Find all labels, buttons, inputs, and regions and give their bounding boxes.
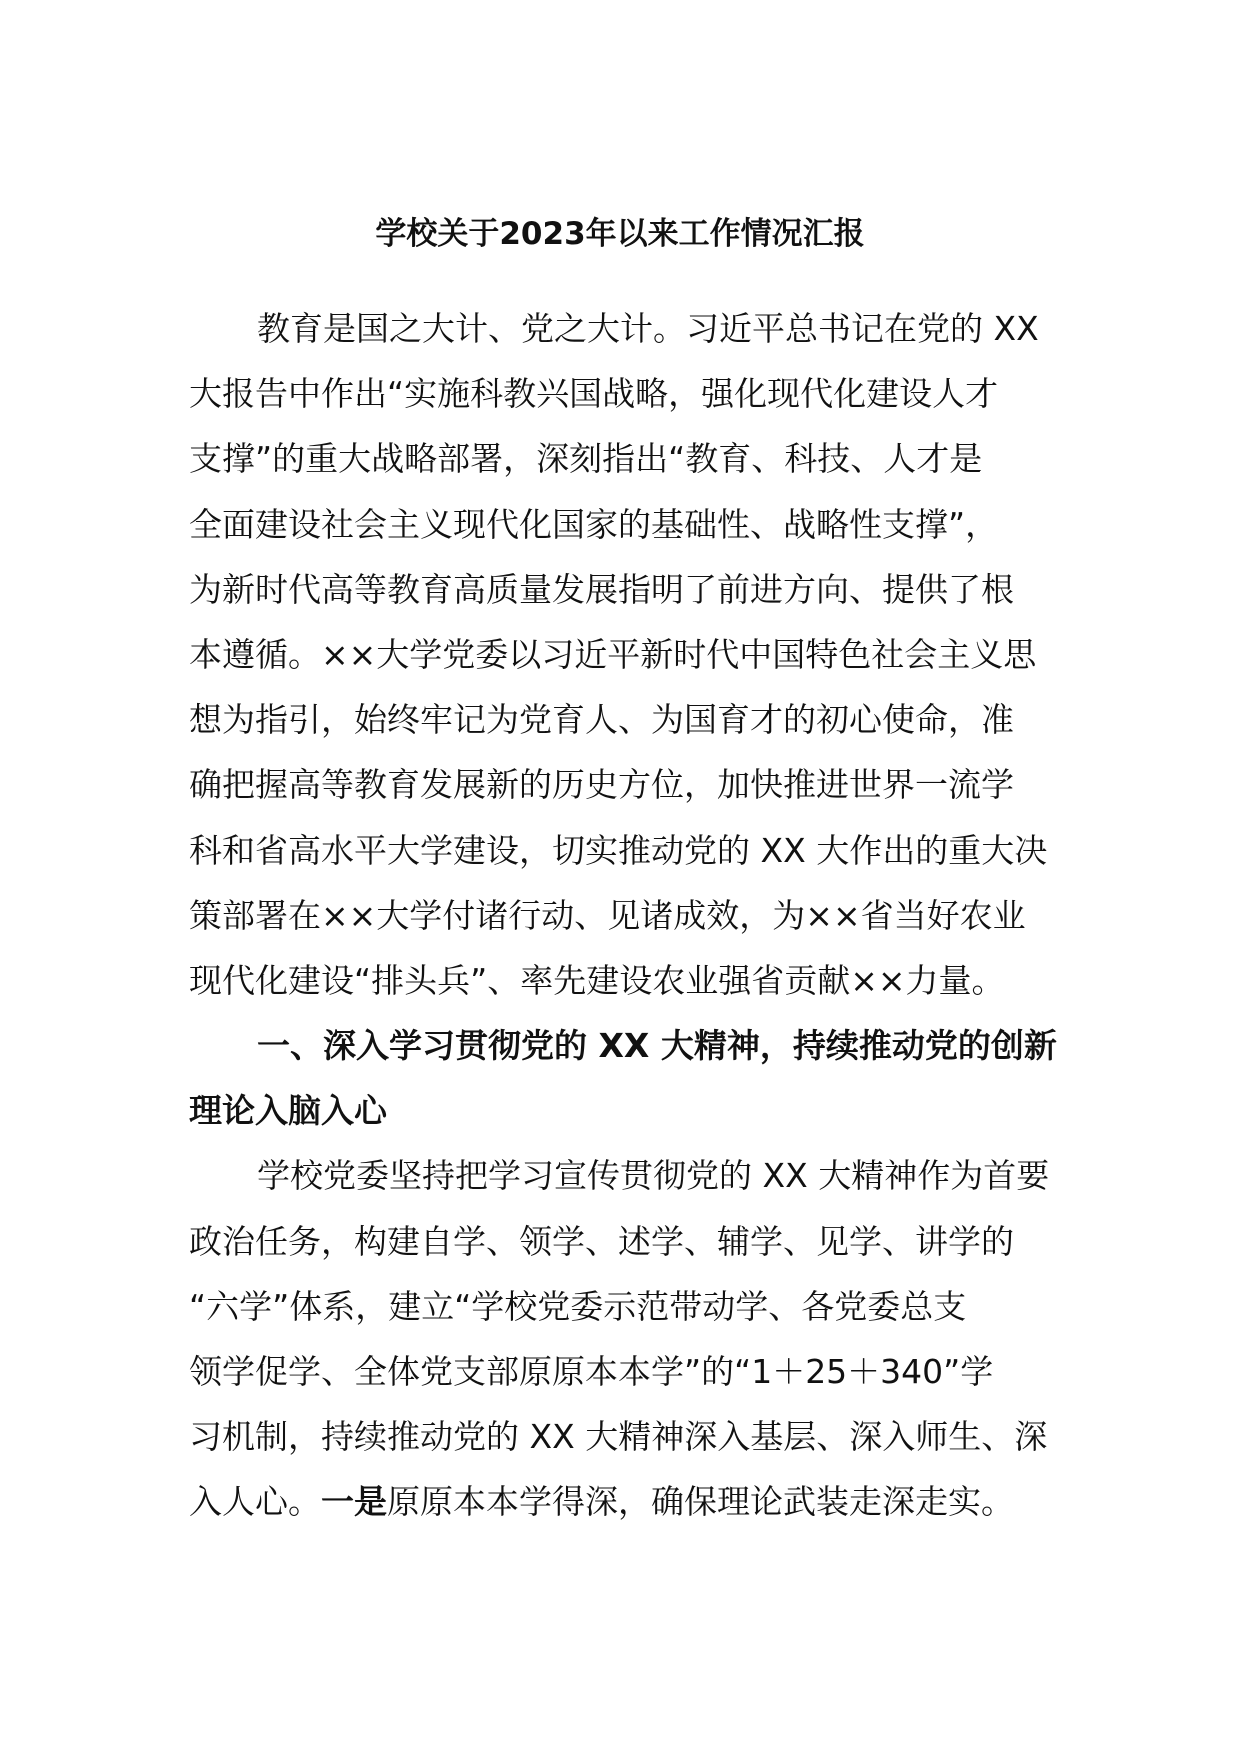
line-text: 入人心。 [189, 1482, 321, 1522]
document-body [189, 306, 1069, 1545]
paragraph-line: 全面建设社会主义现代化国家的基础性、战略性支撑”， [189, 504, 999, 544]
paragraph-line: 领学促学、全体党支部原原本本学”的“1＋25＋340”学 [189, 1352, 994, 1391]
paragraph-line: 确把握高等教育发展新的历史方位，加快推进世界一流学 [189, 765, 1014, 805]
document-title: 学校关于2023年以来工作情况汇报 [375, 216, 865, 252]
paragraph-line: 习机制，持续推动党的 XX 大精神深入基层、深入师生、深 [189, 1417, 1048, 1457]
section-heading-line: 理论入脑入心 [189, 1091, 387, 1131]
section-heading-line: 一、深入学习贯彻党的 XX 大精神，持续推动党的创新 [257, 1026, 1057, 1066]
emphasis-text: 一是 [321, 1482, 387, 1522]
paragraph-line: 为新时代高等教育高质量发展指明了前进方向、提供了根 [189, 569, 1014, 609]
line-text: 原原本本学得深，确保理论武装走深走实。 [387, 1482, 1014, 1522]
paragraph-line [189, 1479, 1069, 1544]
paragraph-line: 现代化建设“排头兵”、率先建设农业强省贡献××力量。 [189, 960, 1005, 1000]
paragraph-line: 支撑”的重大战略部署，深刻指出“教育、科技、人才是 [189, 439, 983, 479]
paragraph-line: 科和省高水平大学建设，切实推动党的 XX 大作出的重大决 [189, 830, 1048, 870]
paragraph-line: 政治任务，构建自学、领学、述学、辅学、见学、讲学的 [189, 1221, 1014, 1261]
paragraph-line: 教育是国之大计、党之大计。习近平总书记在党的 XX [257, 309, 1039, 348]
paragraph-line: 学校党委坚持把学习宣传贯彻党的 XX 大精神作为首要 [257, 1156, 1050, 1196]
paragraph-line: 大报告中作出“实施科教兴国战略，强化现代化建设人才 [189, 374, 999, 414]
paragraph-line: 策部署在××大学付诸行动、见诸成效，为××省当好农业 [189, 895, 1026, 935]
paragraph-line: 想为指引，始终牢记为党育人、为国育才的初心使命，准 [189, 700, 1014, 740]
paragraph-line: “六学”体系，建立“学校党委示范带动学、各党委总支 [189, 1286, 967, 1326]
paragraph-line: 本遵循。××大学党委以习近平新时代中国特色社会主义思 [189, 634, 1037, 674]
